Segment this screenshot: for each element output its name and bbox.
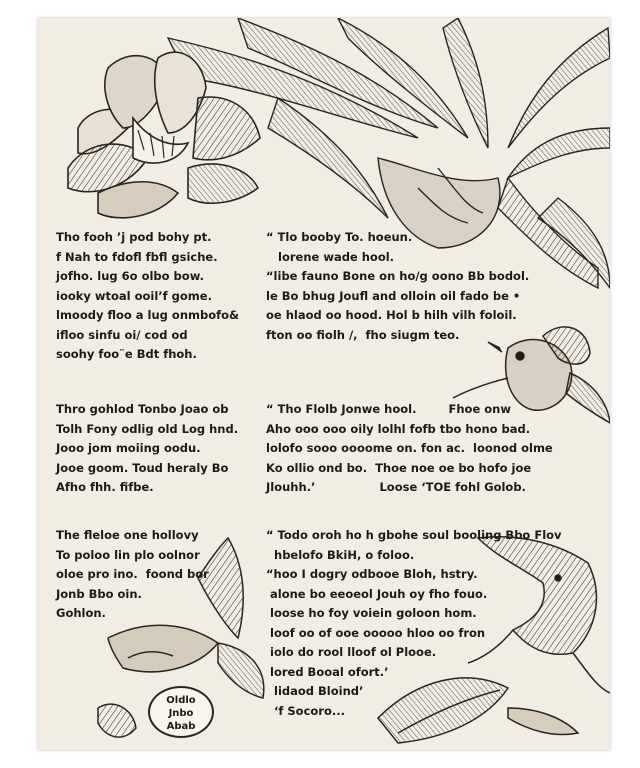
text-line: jofho. lug 6o olbo bow. <box>56 269 204 283</box>
text-line: Jooo jom moiing oodu. <box>56 441 201 455</box>
stamp <box>148 686 214 738</box>
text-line: alone bo eeoeol Jouh oy fho fouo. <box>266 586 488 601</box>
stamp-line: Oldlo <box>166 695 196 706</box>
text-line: The fleloe one hollovy <box>56 528 199 542</box>
text-line: Jonb Bbo oin. <box>56 586 142 601</box>
text-line: lolofo sooo oooome on. fon ac. loonod olme <box>266 441 553 455</box>
text-line: fton oo fiolh /, fho siugm teo. <box>266 327 460 342</box>
text-line: hbelofo BkiH, o foloo. <box>266 547 415 562</box>
text-line: ‘f Socoro... <box>266 703 345 718</box>
text-line: oloe pro ino. foond bor <box>56 567 209 581</box>
text-column-right-bottom <box>266 526 562 721</box>
text-line: Tolh Fony odlig old Log hnd. <box>56 421 239 436</box>
text-line: “ Todo oroh ho h gbohe soul booling Bbo Flov <box>266 528 562 542</box>
text-line: iolo do rool lloof ol Plooe. <box>266 645 437 659</box>
text-line: ifloo sinfu oi/ cod od <box>56 327 188 342</box>
text-line: Gohlon. <box>56 606 106 620</box>
text-line: oe hlaod oo hood. Hol b hilh vilh foloil. <box>266 308 517 322</box>
stamp-line: Jnbo <box>168 708 194 719</box>
text-column-left-bottom <box>56 526 209 624</box>
text-line: f Nah to fdofl fbfl gsiche. <box>56 249 218 264</box>
text-column-right-top <box>266 228 529 345</box>
stamp-line: Abab <box>166 721 196 732</box>
text-line: Aho ooo ooo oily lolhl fofb tbo hono bad. <box>266 421 531 436</box>
text-line: “ Tlo booby To. hoeun. <box>266 230 413 244</box>
text-line: “libe fauno Bone on ho/g oono Bb bodol. <box>266 269 530 283</box>
text-line: soohy foo¨e Bdt fhoh. <box>56 347 197 361</box>
text-line: loose ho foy voiein goloon hom. <box>266 606 477 620</box>
text-line: loof oo of ooe ooooo hloo oo fron <box>266 625 486 640</box>
document-page <box>38 18 610 750</box>
text-line: lored Booal ofort.’ <box>266 664 389 679</box>
text-line: “ Tho Flolb Jonwe hool. Fhoe onw <box>266 402 511 416</box>
text-line: “hoo I dogry odbooe Bloh, hstry. <box>266 567 478 581</box>
text-column-left-mid <box>56 400 238 498</box>
text-line: Tho fooh ’j pod bohy pt. <box>56 230 212 244</box>
text-line: iooky wtoal ooil’f gome. <box>56 288 212 303</box>
text-line: Jlouhh.’ Loose ‘TOE fohl Golob. <box>266 480 526 494</box>
text-line: lidaod Bloind’ <box>266 684 364 698</box>
text-line: Thro gohlod Tonbo Joao ob <box>56 402 229 416</box>
text-line: lorene wade hool. <box>266 249 395 264</box>
text-line: To poloo lin plo oolnor <box>56 547 200 562</box>
text-column-left-top <box>56 228 239 365</box>
text-line: Ko ollio ond bo. Thoe noe oe bo hofo joe <box>266 460 532 475</box>
text-line: Afho fhh. fifbe. <box>56 480 154 494</box>
text-line: Jooe goom. Toud heraly Bo <box>56 460 229 475</box>
text-column-right-mid <box>266 400 553 498</box>
text-line: le Bo bhug Joufl and olloin oil fado be • <box>266 288 521 303</box>
text-line: lmoody floo a lug onmbofo& <box>56 308 240 322</box>
